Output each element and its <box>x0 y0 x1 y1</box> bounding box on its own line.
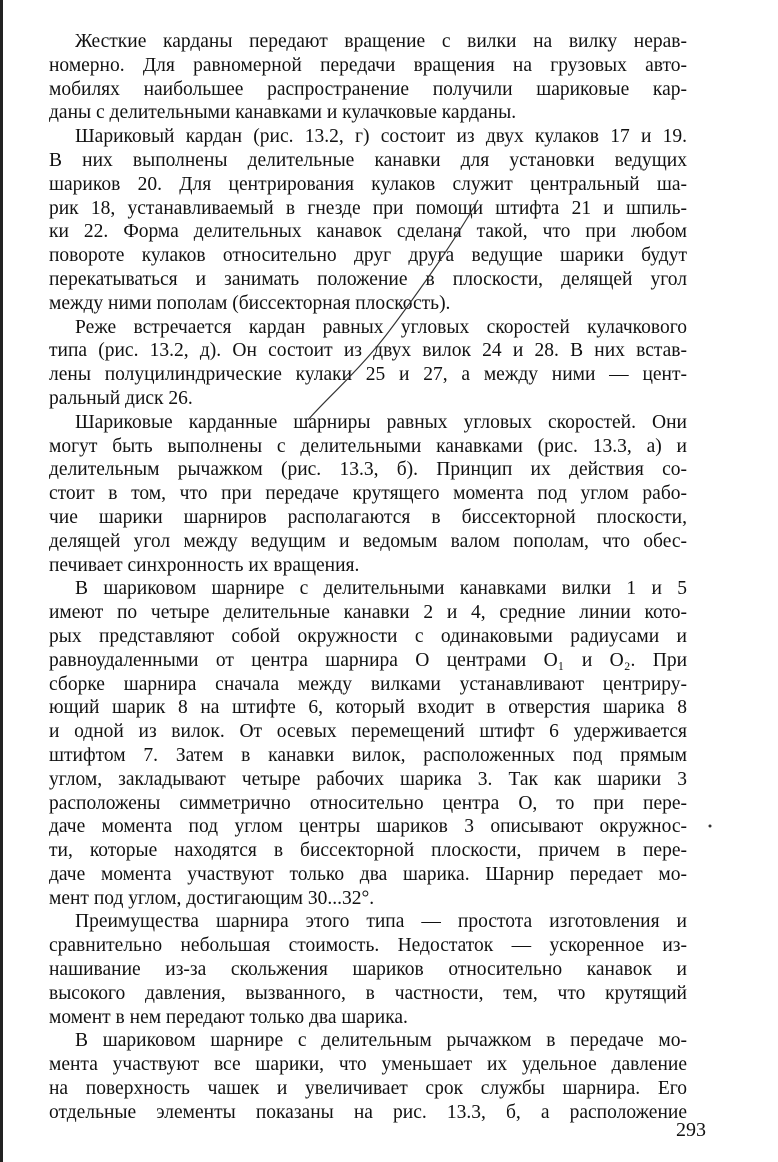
text-line: мент под углом, достигающим 30...32°. <box>49 887 375 909</box>
text-line: стоит в том, что при передаче крутящего момента под углом рабо- <box>49 483 687 505</box>
text-line: мента участвуют все шарики, что уменьшает их удельное давление <box>49 1054 687 1076</box>
text-line: рик 18, устанавливаемый в гнезде при помощи штифта 21 и шпиль- <box>49 197 687 219</box>
text-line: В них выполнены делительные канавки для установки ведущих <box>49 149 687 171</box>
text-line: рых представляют собой окружности с одинаковыми радиусами и <box>49 625 687 647</box>
text-line: ральный диск 26. <box>49 387 193 409</box>
text-line: имеют по четыре делительные канавки 2 и 4, средние линии кото- <box>49 602 687 624</box>
text-line: В шариковом шарнире с делительным рычажком в передаче мо- <box>75 1030 687 1052</box>
text-line: перекатываться и занимать положение в плоскости, делящей угол <box>49 268 687 290</box>
text-line: нашивание из-за скольжения шариков относительно канавок и <box>49 959 687 981</box>
text-line: сборке шарнира сначала между вилками устанавливают центриру- <box>49 673 687 695</box>
text-line: В шариковом шарнире с делительными канавками вилки 1 и 5 <box>75 578 687 600</box>
text-line: ти, которые находятся в биссекторной плоскости, причем в пере- <box>49 840 687 862</box>
text-line: ки 22. Форма делительных канавок сделана такой, что при любом <box>49 221 687 243</box>
text-line: углом, закладывают четыре рабочих шарика 3. Так как шарики 3 <box>49 768 687 790</box>
text-line: шариков 20. Для центрирования кулаков служит центральный ша- <box>49 173 687 195</box>
text-line: расположены симметрично относительно центра O, то при пере- <box>49 792 687 814</box>
text-line: делящей угол между ведущим и ведомым валом пополам, что обес- <box>49 530 687 552</box>
text-line: момент в нем передают только два шарика. <box>49 1006 408 1028</box>
text-line: чие шарики шарниров располагаются в биссекторной плоскости, <box>49 506 687 528</box>
text-line: делительным рычажком (рис. 13.3, б). Принцип их действия со- <box>49 459 687 481</box>
text-line: Реже встречается кардан равных угловых скоростей кулачкового <box>75 316 687 338</box>
text-line: печивает синхронность их вращения. <box>49 554 360 576</box>
text-line: даче момента участвуют только два шарика. Шарнир передает мо- <box>49 863 687 885</box>
text-line: на поверхность чашек и увеличивает срок службы шарнира. Его <box>49 1078 687 1100</box>
text-line: могут быть выполнены с делительными канавками (рис. 13.3, а) и <box>49 435 687 457</box>
page-edge <box>0 0 3 1162</box>
text-line: равноудаленными от центра шарнира O центрами O₁ и O₂. При <box>49 649 687 671</box>
text-line: лены полуцилиндрические кулаки 25 и 27, а между ними — цент- <box>49 364 687 386</box>
text-line: между ними пополам (биссекторная плоскость). <box>49 292 451 314</box>
text-line: Шариковый кардан (рис. 13.2, г) состоит из двух кулаков 17 и 19. <box>75 126 687 148</box>
text-line: высокого давления, вызванного, в частности, тем, что крутящий <box>49 982 687 1004</box>
text-line: отдельные элементы показаны на рис. 13.3, б, а расположение <box>49 1101 687 1123</box>
text-line: даны с делительными канавками и кулачковые карданы. <box>49 102 517 124</box>
text-line: Шариковые карданные шарниры равных угловых скоростей. Они <box>75 411 687 433</box>
text-line: номерно. Для равномерной передачи вращения на грузовых авто- <box>49 54 687 76</box>
text-line: повороте кулаков относительно друг друга ведущие шарики будут <box>49 245 687 267</box>
text-line: даче момента под углом центры шариков 3 описывают окружнос- <box>49 816 687 838</box>
text-line: штифтом 7. Затем в канавки вилок, расположенных под прямым <box>49 744 687 766</box>
text-line: типа (рис. 13.2, д). Он состоит из двух вилок 24 и 28. В них встав- <box>49 340 687 362</box>
text-line: и одной из вилок. От осевых перемещений штифт 6 удерживается <box>49 721 687 743</box>
text-line: мобилях наибольшее распространение получили шариковые кар- <box>49 78 687 100</box>
text-line: Преимущества шарнира этого типа — простота изготовления и <box>75 911 687 933</box>
page-number: 293 <box>676 1119 706 1141</box>
body-text <box>49 30 687 1125</box>
text-line: Жесткие карданы передают вращение с вилки на вилку нерав- <box>75 31 687 52</box>
text-line: ющий шарик 8 на штифте 6, который входит в отверстия шарика 8 <box>49 697 687 719</box>
text-line: сравнительно небольшая стоимость. Недостаток — ускоренное из- <box>49 935 687 957</box>
